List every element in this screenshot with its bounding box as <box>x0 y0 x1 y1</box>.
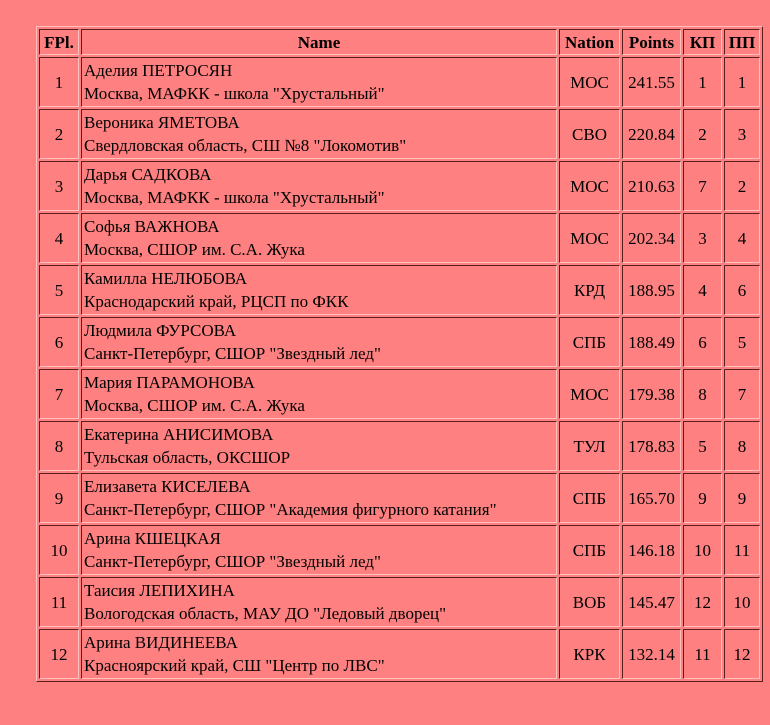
cell-pp: 6 <box>724 265 760 315</box>
skater-name: Вероника ЯМЕТОВА <box>84 113 240 132</box>
cell-name <box>81 265 557 315</box>
cell-nation: СПБ <box>559 317 620 367</box>
cell-nation: СПБ <box>559 473 620 523</box>
skater-club: Тульская область, ОКСШОР <box>84 448 291 467</box>
skater-name: Дарья САДКОВА <box>84 165 212 184</box>
skater-name: Елизавета КИСЕЛЕВА <box>84 477 251 496</box>
skater-club: Краснодарский край, РЦСП по ФКК <box>84 292 349 311</box>
cell-points: 241.55 <box>622 57 681 107</box>
cell-fpl: 7 <box>39 369 79 419</box>
skater-name: Камилла НЕЛЮБОВА <box>84 269 248 288</box>
cell-kp: 5 <box>683 421 722 471</box>
skater-club: Москва, МАФКК - школа "Хрустальный" <box>84 84 385 103</box>
cell-points: 188.95 <box>622 265 681 315</box>
cell-name <box>81 161 557 211</box>
results-table <box>36 26 763 682</box>
header-points: Points <box>622 29 681 55</box>
cell-name <box>81 525 557 575</box>
cell-fpl: 9 <box>39 473 79 523</box>
cell-name <box>81 577 557 627</box>
cell-fpl: 4 <box>39 213 79 263</box>
cell-kp: 1 <box>683 57 722 107</box>
cell-pp: 7 <box>724 369 760 419</box>
header-fpl: FPl. <box>39 29 79 55</box>
skater-club: Красноярский край, СШ "Центр по ЛВС" <box>84 656 385 675</box>
skater-name: Мария ПАРАМОНОВА <box>84 373 255 392</box>
cell-points: 179.38 <box>622 369 681 419</box>
cell-pp: 10 <box>724 577 760 627</box>
cell-points: 202.34 <box>622 213 681 263</box>
skater-club: Москва, МАФКК - школа "Хрустальный" <box>84 188 385 207</box>
cell-name <box>81 473 557 523</box>
skater-club: Вологодская область, МАУ ДО "Ледовый дворец" <box>84 604 447 623</box>
cell-fpl: 10 <box>39 525 79 575</box>
cell-points: 178.83 <box>622 421 681 471</box>
cell-name <box>81 421 557 471</box>
cell-kp: 7 <box>683 161 722 211</box>
cell-points: 146.18 <box>622 525 681 575</box>
table-row <box>39 473 760 523</box>
cell-nation: MOC <box>559 57 620 107</box>
table-row <box>39 57 760 107</box>
header-kp: КП <box>683 29 722 55</box>
cell-points: 132.14 <box>622 629 681 679</box>
skater-club: Санкт-Петербург, СШОР "Звездный лед" <box>84 344 381 363</box>
cell-points: 145.47 <box>622 577 681 627</box>
table-row <box>39 577 760 627</box>
cell-fpl: 8 <box>39 421 79 471</box>
cell-nation: ТУЛ <box>559 421 620 471</box>
cell-fpl: 11 <box>39 577 79 627</box>
cell-pp: 4 <box>724 213 760 263</box>
skater-club: Санкт-Петербург, СШОР "Звездный лед" <box>84 552 381 571</box>
cell-kp: 4 <box>683 265 722 315</box>
table-row <box>39 421 760 471</box>
cell-nation: MOC <box>559 161 620 211</box>
cell-name <box>81 369 557 419</box>
header-name: Name <box>81 29 557 55</box>
skater-name: Таисия ЛЕПИХИНА <box>84 581 235 600</box>
skater-club: Свердловская область, СШ №8 "Локомотив" <box>84 136 407 155</box>
table-row <box>39 265 760 315</box>
cell-nation: КРД <box>559 265 620 315</box>
cell-name <box>81 317 557 367</box>
cell-fpl: 6 <box>39 317 79 367</box>
cell-nation: CBO <box>559 109 620 159</box>
table-row <box>39 109 760 159</box>
cell-points: 165.70 <box>622 473 681 523</box>
table-row <box>39 629 760 679</box>
skater-club: Москва, СШОР им. С.А. Жука <box>84 240 305 259</box>
cell-points: 220.84 <box>622 109 681 159</box>
cell-kp: 2 <box>683 109 722 159</box>
cell-nation: ВОБ <box>559 577 620 627</box>
cell-nation: СПБ <box>559 525 620 575</box>
cell-nation: MOC <box>559 213 620 263</box>
skater-name: Людмила ФУРСОВА <box>84 321 237 340</box>
table-row <box>39 317 760 367</box>
cell-fpl: 3 <box>39 161 79 211</box>
cell-kp: 12 <box>683 577 722 627</box>
cell-name <box>81 57 557 107</box>
cell-nation: КРК <box>559 629 620 679</box>
header-row <box>39 29 760 55</box>
cell-pp: 12 <box>724 629 760 679</box>
cell-kp: 10 <box>683 525 722 575</box>
skater-name: Софья ВАЖНОВА <box>84 217 220 236</box>
table-row <box>39 525 760 575</box>
cell-pp: 1 <box>724 57 760 107</box>
cell-fpl: 12 <box>39 629 79 679</box>
cell-name <box>81 109 557 159</box>
cell-pp: 2 <box>724 161 760 211</box>
table-row <box>39 161 760 211</box>
header-nation: Nation <box>559 29 620 55</box>
cell-name <box>81 629 557 679</box>
cell-kp: 6 <box>683 317 722 367</box>
skater-club: Санкт-Петербург, СШОР "Академия фигурного катания" <box>84 500 497 519</box>
cell-points: 188.49 <box>622 317 681 367</box>
cell-points: 210.63 <box>622 161 681 211</box>
cell-fpl: 5 <box>39 265 79 315</box>
cell-name <box>81 213 557 263</box>
cell-pp: 5 <box>724 317 760 367</box>
cell-pp: 3 <box>724 109 760 159</box>
skater-name: Аделия ПЕТРОСЯН <box>84 61 233 80</box>
cell-fpl: 1 <box>39 57 79 107</box>
header-pp: ПП <box>724 29 760 55</box>
skater-club: Москва, СШОР им. С.А. Жука <box>84 396 305 415</box>
cell-fpl: 2 <box>39 109 79 159</box>
skater-name: Арина ВИДИНЕЕВА <box>84 633 238 652</box>
table-row <box>39 213 760 263</box>
skater-name: Екатерина АНИСИМОВА <box>84 425 274 444</box>
cell-kp: 9 <box>683 473 722 523</box>
cell-kp: 3 <box>683 213 722 263</box>
cell-pp: 11 <box>724 525 760 575</box>
cell-nation: MOC <box>559 369 620 419</box>
cell-pp: 8 <box>724 421 760 471</box>
skater-name: Арина КШЕЦКАЯ <box>84 529 221 548</box>
cell-kp: 11 <box>683 629 722 679</box>
cell-pp: 9 <box>724 473 760 523</box>
table-row <box>39 369 760 419</box>
cell-kp: 8 <box>683 369 722 419</box>
